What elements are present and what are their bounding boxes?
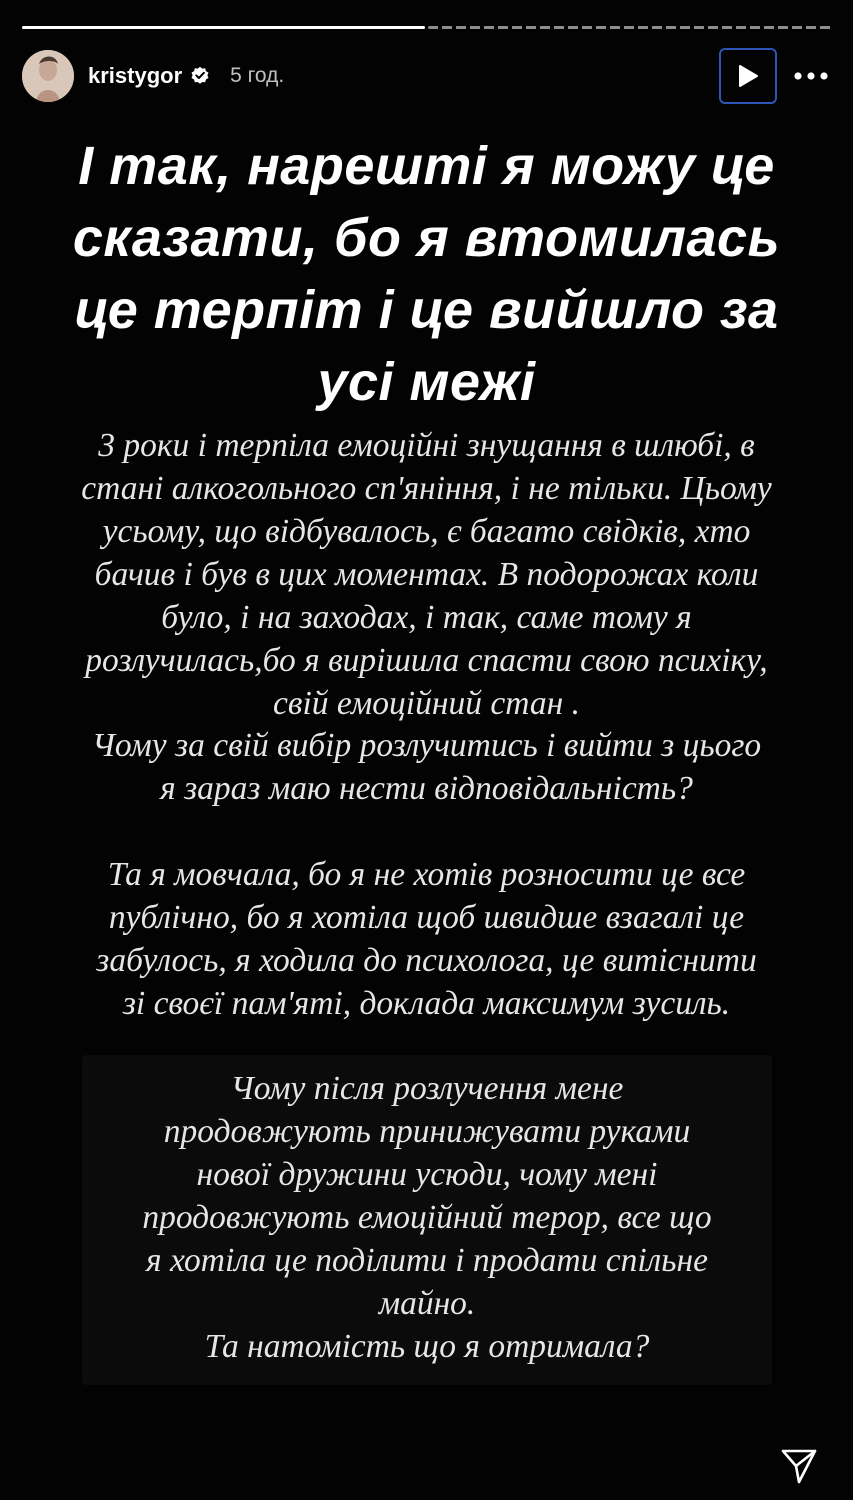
username[interactable]: kristygor bbox=[88, 63, 183, 88]
story-paragraph-2 bbox=[30, 724, 823, 810]
text-line: усьому, що відбувалось, є багато свідків, хто bbox=[102, 513, 751, 550]
text-line: продовжують принижувати руками bbox=[163, 1113, 691, 1150]
text-line: Чому за свій вибір розлучитись і вийти з цього bbox=[91, 727, 762, 764]
avatar-image bbox=[22, 50, 74, 102]
text-line: 3 роки і терпіла емоційні знущання в шлюбі, в bbox=[98, 427, 755, 464]
text-line: я зараз маю нести відповідальність? bbox=[160, 770, 693, 807]
verified-badge-icon bbox=[190, 66, 210, 86]
progress-segment-2 bbox=[428, 26, 831, 29]
text-line: продовжують емоційний терор, все що bbox=[142, 1199, 712, 1236]
story-paragraph-1 bbox=[30, 424, 823, 725]
text-line: було, і на заходах, і так, саме тому я bbox=[161, 599, 692, 636]
headline-line: це терпіт і це вийшло за bbox=[74, 280, 779, 340]
more-options-button[interactable] bbox=[791, 56, 831, 96]
text-line: майно. bbox=[378, 1285, 476, 1322]
text-line: свій емоційний стан . bbox=[273, 685, 580, 722]
send-icon bbox=[780, 1447, 818, 1485]
text-line: стані алкогольного сп'яніння, і не тільки. Цьому bbox=[81, 470, 772, 507]
more-dots-icon bbox=[794, 72, 828, 80]
text-line: Та я мовчала, бо я не хотів розносити це все bbox=[107, 856, 746, 893]
story-paragraph-3 bbox=[30, 853, 823, 1025]
story-header bbox=[22, 48, 831, 104]
text-line: бачив і був в цих моментах. В подорожах коли bbox=[94, 556, 759, 593]
headline-line: І так, нарешті я можу це bbox=[78, 136, 775, 196]
play-icon bbox=[737, 64, 759, 88]
avatar[interactable] bbox=[22, 50, 74, 102]
story-paragraph-4 bbox=[82, 1067, 772, 1368]
text-line: забулось, я ходила до психолога, це витіснити bbox=[96, 942, 757, 979]
text-line: Чому після розлучення мене bbox=[230, 1070, 624, 1107]
story-headline bbox=[40, 130, 813, 418]
text-line: нової дружини усюди, чому мені bbox=[196, 1156, 658, 1193]
headline-line: сказати, бо я втомилась bbox=[72, 208, 781, 268]
text-line: розлучилась,бо я вирішила спасти свою психіку, bbox=[85, 642, 768, 679]
share-button[interactable] bbox=[777, 1444, 821, 1488]
post-time: 5 год. bbox=[230, 64, 285, 87]
story-progress-bar bbox=[22, 26, 831, 30]
progress-segment-1 bbox=[22, 26, 425, 29]
text-line: я хотіла це поділити і продати спільне bbox=[146, 1242, 708, 1279]
play-button[interactable] bbox=[719, 48, 777, 104]
headline-line: усі межі bbox=[317, 352, 536, 412]
text-line: публічно, бо я хотіла щоб швидше взагалі це bbox=[108, 899, 745, 936]
text-line: Та натомість що я отримала? bbox=[204, 1328, 650, 1365]
text-line: зі своєї пам'яті, доклада максимум зусиль. bbox=[122, 985, 731, 1022]
